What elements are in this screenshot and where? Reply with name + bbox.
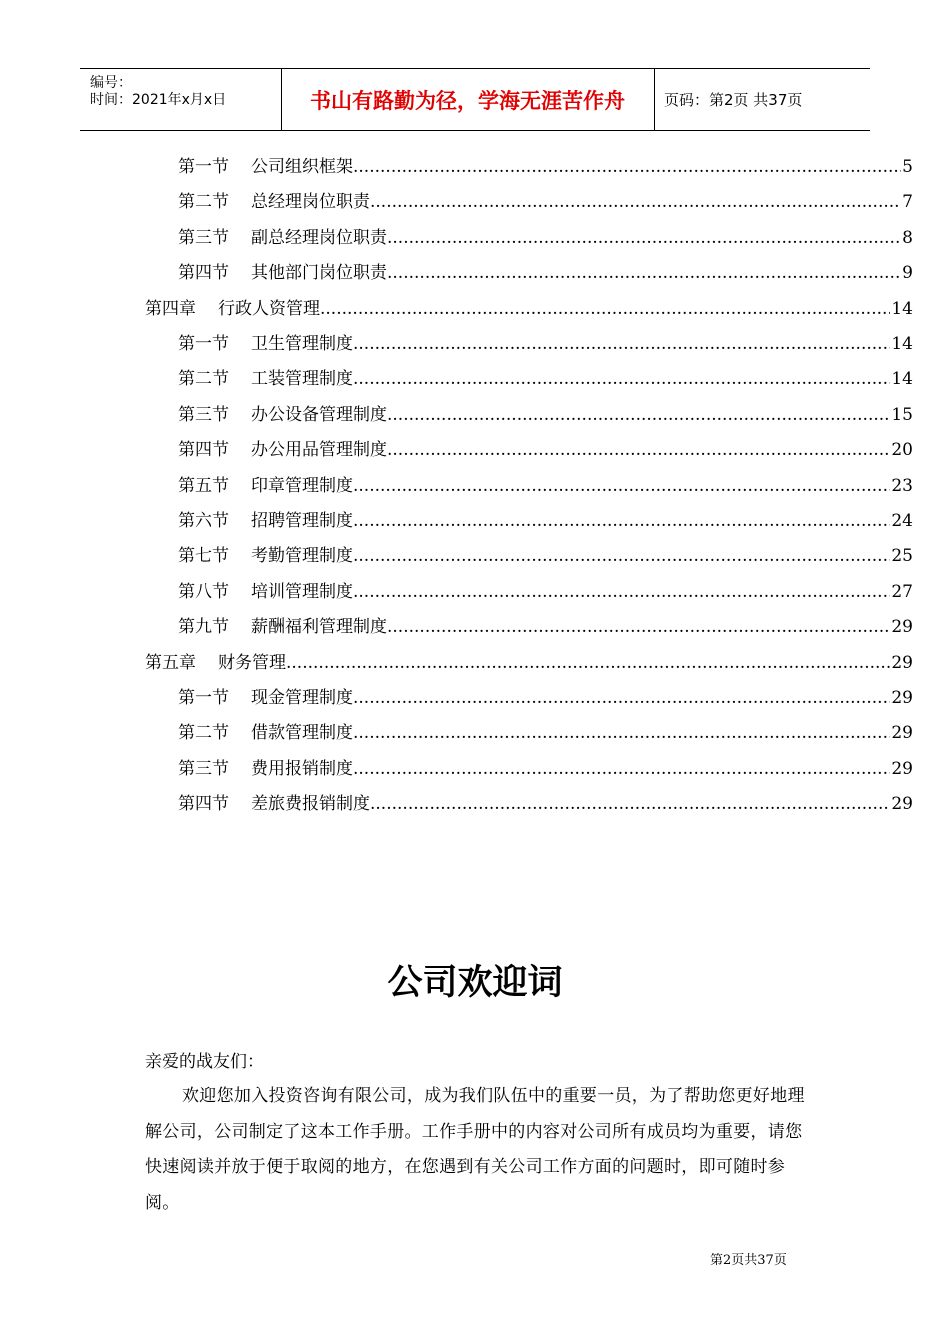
toc-section-entry[interactable] — [178, 367, 913, 391]
toc-dot-leader — [353, 332, 890, 356]
toc-dot-leader — [353, 155, 901, 179]
toc-entry-title: 差旅费报销制度 — [251, 794, 370, 815]
toc-section-entry[interactable] — [178, 721, 913, 745]
toc-entry-page: 23 — [891, 475, 913, 496]
toc-dot-leader — [320, 297, 890, 321]
toc-dot-leader — [387, 615, 890, 639]
toc-entry-page: 29 — [891, 688, 913, 708]
toc-entry-number: 第四节 — [178, 794, 229, 815]
toc-entry-page: 29 — [891, 617, 913, 638]
toc-entry-number: 第四章 — [145, 298, 196, 319]
welcome-body: 欢迎您加入投资咨询有限公司，成为我们队伍中的重要一员，为了帮助您更好地理解公司，公司制定了这本工作手册。工作手册中的内容对公司所有成员均为重要，请您快速阅读并放于便于取阅的地方，在您遇到有关公司工作方面的问题时，即可随时参阅。 — [145, 1086, 805, 1213]
toc-section-entry[interactable] — [178, 155, 913, 179]
toc-section-entry[interactable] — [178, 261, 913, 285]
toc-entry-number: 第三节 — [178, 758, 229, 779]
welcome-title: 公司欢迎词 — [387, 963, 563, 1003]
toc-entry-title: 办公用品管理制度 — [251, 440, 387, 461]
toc-section-entry[interactable] — [178, 190, 913, 214]
toc-section-entry[interactable] — [178, 757, 913, 781]
toc-entry-page: 9 — [902, 263, 913, 284]
toc-entry-page: 24 — [891, 511, 913, 531]
toc-dot-leader — [353, 474, 890, 498]
toc-entry-number: 第三节 — [178, 404, 229, 425]
toc-entry-title: 工装管理制度 — [251, 369, 353, 390]
toc-entry-page: 14 — [891, 298, 913, 319]
toc-entry-page: 20 — [891, 440, 913, 461]
toc-chapter-entry[interactable] — [145, 297, 913, 321]
toc-entry-number: 第一节 — [178, 157, 229, 177]
toc-entry-title: 公司组织框架 — [251, 157, 353, 177]
toc-section-entry[interactable] — [178, 580, 913, 604]
toc-entry-title: 总经理岗位职责 — [251, 192, 370, 213]
toc-entry-number: 第五章 — [145, 652, 196, 673]
toc-entry-title: 薪酬福利管理制度 — [251, 617, 387, 638]
toc-section-entry[interactable] — [178, 509, 913, 533]
toc-entry-number: 第一节 — [178, 688, 229, 708]
header-motto: 书山有路勤为径，学海无涯苦作舟 — [281, 69, 655, 130]
toc-dot-leader — [353, 721, 890, 745]
toc-entry-page: 29 — [891, 794, 913, 815]
toc-entry-page: 14 — [891, 334, 913, 354]
toc-entry-title: 办公设备管理制度 — [251, 404, 387, 425]
welcome-greeting: 亲爱的战友们： — [145, 1052, 264, 1072]
toc-entry-number: 第三节 — [178, 227, 229, 248]
toc-entry-title: 培训管理制度 — [251, 581, 353, 602]
toc-dot-leader — [353, 544, 890, 568]
toc-entry-number: 第九节 — [178, 617, 229, 638]
header-page-label: 页码：第2页 共37页 — [664, 91, 803, 109]
toc-dot-leader — [353, 686, 890, 710]
toc-dot-leader — [353, 509, 890, 533]
toc-entry-number: 第四节 — [178, 263, 229, 284]
toc-section-entry[interactable] — [178, 615, 913, 639]
toc-entry-page: 29 — [891, 758, 913, 779]
toc-dot-leader — [370, 792, 890, 816]
toc-entry-title: 副总经理岗位职责 — [251, 227, 387, 248]
time-label: 时间：2021年x月x日 — [90, 92, 227, 108]
toc-dot-leader — [387, 403, 890, 427]
toc-entry-title: 财务管理 — [218, 652, 286, 673]
toc-section-entry[interactable] — [178, 403, 913, 427]
toc-entry-title: 其他部门岗位职责 — [251, 263, 387, 284]
toc-entry-number: 第六节 — [178, 511, 229, 531]
toc-entry-page: 7 — [902, 192, 913, 213]
toc-dot-leader — [353, 580, 890, 604]
toc-entry-number: 第四节 — [178, 440, 229, 461]
toc-entry-page: 15 — [891, 404, 913, 425]
toc-entry-number: 第一节 — [178, 334, 229, 354]
toc-entry-page: 29 — [891, 723, 913, 744]
toc-entry-page: 29 — [891, 652, 913, 673]
document-header — [80, 68, 870, 131]
toc-entry-number: 第七节 — [178, 546, 229, 567]
toc-section-entry[interactable] — [178, 792, 913, 816]
toc-entry-title: 行政人资管理 — [218, 298, 320, 319]
toc-dot-leader — [370, 190, 901, 214]
toc-entry-title: 招聘管理制度 — [251, 511, 353, 531]
toc-entry-number: 第二节 — [178, 369, 229, 390]
toc-dot-leader — [286, 651, 890, 675]
toc-section-entry[interactable] — [178, 226, 913, 250]
toc-entry-title: 借款管理制度 — [251, 723, 353, 744]
toc-entry-title: 卫生管理制度 — [251, 334, 353, 354]
toc-entry-number: 第二节 — [178, 192, 229, 213]
toc-entry-number: 第二节 — [178, 723, 229, 744]
toc-chapter-entry[interactable] — [145, 651, 913, 675]
toc-section-entry[interactable] — [178, 686, 913, 710]
page-footer: 第2页共37页 — [710, 1253, 787, 1268]
toc-entry-page: 14 — [891, 369, 913, 390]
toc-section-entry[interactable] — [178, 544, 913, 568]
header-meta-cell — [80, 69, 282, 130]
toc-dot-leader — [353, 757, 890, 781]
toc-dot-leader — [387, 226, 901, 250]
toc-dot-leader — [387, 261, 901, 285]
toc-entry-title: 印章管理制度 — [251, 475, 353, 496]
toc-entry-number: 第八节 — [178, 581, 229, 602]
toc-entry-number: 第五节 — [178, 475, 229, 496]
toc-section-entry[interactable] — [178, 474, 913, 498]
toc-section-entry[interactable] — [178, 438, 913, 462]
toc-entry-page: 8 — [902, 227, 913, 248]
serial-label: 编号： — [90, 75, 132, 91]
toc-entry-page: 5 — [902, 157, 913, 177]
toc-entry-title: 费用报销制度 — [251, 758, 353, 779]
toc-entry-page: 27 — [891, 581, 913, 602]
toc-entry-title: 现金管理制度 — [251, 688, 353, 708]
toc-section-entry[interactable] — [178, 332, 913, 356]
toc-dot-leader — [353, 367, 890, 391]
toc-dot-leader — [387, 438, 890, 462]
toc-entry-page: 25 — [891, 546, 913, 567]
toc-entry-title: 考勤管理制度 — [251, 546, 353, 567]
